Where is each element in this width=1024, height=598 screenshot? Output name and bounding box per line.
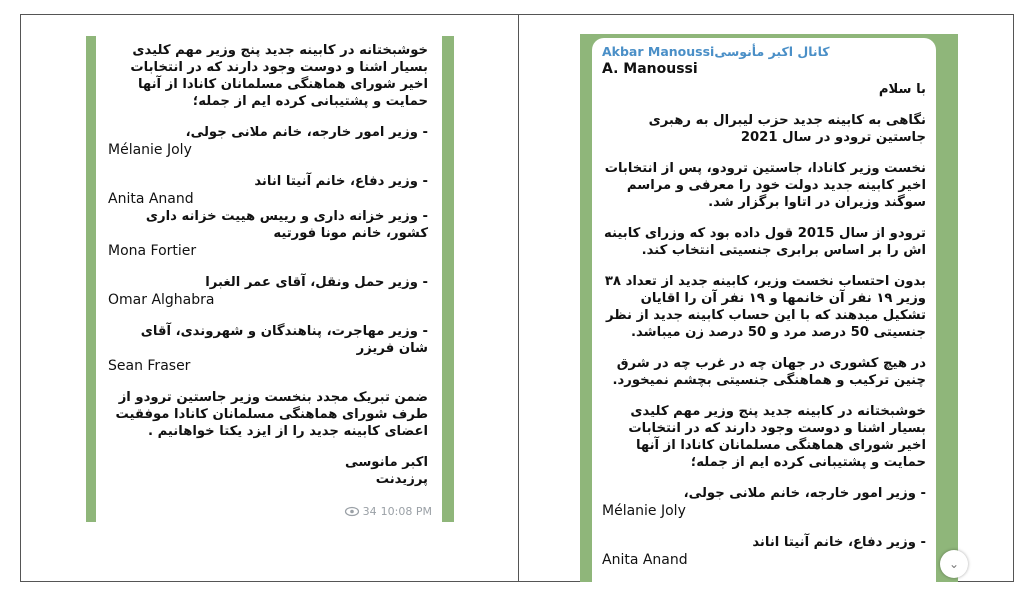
- greeting: با سلام: [878, 82, 926, 97]
- minister-title-treasury: - وزیر خزانه داری و رییس هییت خزانه داری کشور، خانم مونا فورتیه: [145, 209, 428, 241]
- right-chat-screenshot: [580, 34, 958, 582]
- closing-paragraph: ضمن تبریک مجدد بنخست وزیر جاستین ترودو از طرف شورای هماهنگی مسلمانان کانادا موفقیت اعضای کابینه جدید را از ایزد یکتا خواهانیم .: [115, 390, 428, 439]
- minister-title-immigration: - وزیر مهاجرت، پناهندگان و شهروندی، آقای شان فریزر: [140, 324, 428, 356]
- chevron-down-icon: ⌄: [948, 557, 960, 571]
- right-message-bubble: [592, 38, 936, 598]
- paragraph-6: خوشبختانه در کابینه جدید پنج وزیر مهم کلیدی بسیار اشنا و دوست وجود دارند که در انتخابات اخیر شورای هماهنگی مسلمانان کانادا از آنها حمایت و پشتیبانی کرده ایم از جمله؛: [628, 404, 926, 470]
- minister-title-transport: - وزیر حمل ونقل، آقای عمر الغبرا: [205, 275, 428, 290]
- minister-name-immigration: Sean Fraser: [108, 358, 191, 374]
- minister-name-foreign-right: Mélanie Joly: [602, 503, 686, 519]
- minister-title-foreign-right: - وزیر امور خارجه، خانم ملانی جولی،: [683, 486, 926, 501]
- signature-name: اکبر مانوسی: [344, 455, 428, 470]
- scroll-down-button[interactable]: [940, 550, 968, 578]
- minister-name-foreign: Mélanie Joly: [108, 142, 192, 158]
- eye-icon: [345, 507, 359, 516]
- view-count: 34: [362, 505, 377, 518]
- message-meta: [345, 505, 432, 518]
- minister-name-defence-right: Anita Anand: [602, 552, 688, 568]
- minister-title-defence: - وزیر دفاع، خانم آنیتا اناند: [254, 174, 428, 189]
- figure-divider: [518, 14, 519, 582]
- minister-title-foreign: - وزیر امور خارجه، خانم ملانی جولی،: [185, 125, 428, 140]
- paragraph-1: نگاهی به کابینه جدید حزب لیبرال به رهبری جاستین ترودو در سال 2021: [648, 113, 926, 145]
- channel-name[interactable]: Akbar Manoussiکانال اکبر مأنوسی: [602, 44, 830, 59]
- paragraph-4: بدون احتساب نخست وزیر، کابینه جدید از تعداد ۳۸ وزیر ۱۹ نفر آن خانمها و ۱۹ نفر آن را اقایان تشکیل میدهند که با این حساب کابینه جدید از نظر جنسیتی 50 درصد مرد و 50 درصد زن میباشد.: [604, 274, 926, 340]
- signature-role: پرزیدنت: [375, 472, 428, 487]
- left-chat-screenshot: [86, 36, 454, 522]
- minister-name-defence: Anita Anand: [108, 191, 194, 207]
- message-time: 10:08 PM: [380, 505, 432, 518]
- paragraph-3: ترودو از سال 2015 قول داده بود که وزرای کابینه اش را بر اساس برابری جنسیتی انتخاب کند.: [603, 226, 926, 258]
- paragraph-5: در هیچ کشوری در جهان چه در غرب چه در شرق چنین ترکیب و هماهنگی جنسیتی بچشم نمیخورد.: [612, 356, 926, 388]
- paragraph-2: نخست وزیر کانادا، جاستین ترودو، پس از انتخابات اخیر کابینه جدید دولت خود را معرفی و مراسم سوگند وزیران در اتاوا برگزار شد.: [604, 161, 926, 210]
- minister-name-transport: Omar Alghabra: [108, 292, 215, 308]
- minister-name-treasury: Mona Fortier: [108, 243, 197, 259]
- sender-name[interactable]: A. Manoussi: [602, 61, 698, 77]
- minister-title-defence-right: - وزیر دفاع، خانم آنیتا اناند: [752, 535, 926, 550]
- left-message-bubble: [96, 36, 442, 522]
- intro-paragraph: خوشبختانه در کابینه جدید پنج وزیر مهم کلیدی بسیار اشنا و دوست وجود دارند که در انتخابات اخیر شورای هماهنگی مسلمانان کانادا از آنها حمایت و پشتیبانی کرده ایم از جمله؛: [130, 43, 428, 109]
